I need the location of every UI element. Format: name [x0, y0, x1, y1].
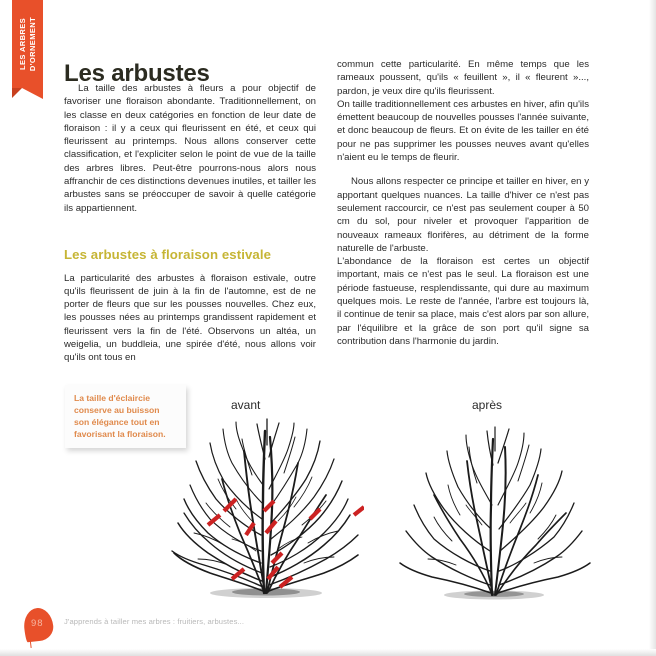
page-edge-bottom — [0, 649, 656, 656]
section-tab-label — [12, 0, 43, 88]
paragraph: L'abondance de la floraison est certes un objectif important, mais ce n'est pas le seul. La floraison est une période fastueuse, resplendissante, qui dure au maximum quelques mois. Le reste de l'année, l'arbre est toujours là, il continue de tenir sa place, mais c'est alors par son allure, par l'équilibre et la grâce de son port qu'il signe sa contribution dans l'harmonie du jardin. — [337, 256, 589, 347]
figure-label-after: après — [472, 398, 503, 412]
callout-text: La taille d'éclaircie conserve au buisson son élégance tout en favorisant la floraison. — [74, 393, 166, 439]
page-edge-right — [649, 0, 656, 656]
left-column-text — [64, 82, 316, 215]
footer-caption: J'apprends à tailler mes arbres : fruitiers, arbustes... — [64, 617, 245, 626]
footer-leaf-icon — [24, 608, 54, 648]
shrub-illustration-before — [168, 415, 364, 605]
figure-label-before: avant — [231, 398, 261, 412]
section-subheading: Les arbustes à floraison estivale — [64, 246, 272, 262]
page-number: 98 — [31, 618, 44, 629]
ribbon-fold-shadow-icon — [12, 88, 22, 98]
section-tab-label-line2: D'ORNEMENT — [28, 16, 37, 72]
shrub-illustration-after — [398, 425, 594, 605]
right-column-text — [337, 58, 589, 348]
section-tab-ribbon — [12, 0, 43, 98]
paragraph: La taille des arbustes à fleurs a pour objectif de favoriser une floraison abondante. Traditionnellement, on les classe en deux catégories en fonction de leur date de floraison : il y a ceux qui fleurissent en été, et ceux qui fleurissent au printemps. Nous allons conserver cette classification, et l'expliciter selon le point de vue de la taille des arbres libres. Peut-être pourrons-nous alors nous affranchir de ces distinctions devenues inutiles, et tailler les arbustes sans se préoccuper de savoir à quelle catégorie ils appartiennent. — [64, 83, 316, 214]
paragraph: On taille traditionnellement ces arbustes en hiver, afin qu'ils émettent beaucoup de nouvelles pousses l'année suivante, et donc beaucoup de fleurs. Et on évite de les tailler en été pour ne pas supprimer les pousses neuves avant qu'elles n'aient eu le temps de fleurir. — [337, 98, 589, 164]
paragraph: Nous allons respecter ce principe et tailler en hiver, en y apportant quelques nuances. La taille d'hiver ce n'est pas seulement raccourcir, ce n'est pas seulement couper à 50 cm du sol, pour niveler et provoquer l'apparition de nouveaux rameaux florifères, au détriment de la forme naturelle de l'arbuste. — [337, 176, 589, 254]
page-title: Les arbustes — [64, 60, 210, 88]
ribbon-notch-icon — [22, 88, 43, 99]
left-column-text-continued — [64, 262, 316, 374]
paragraph: commun cette particularité. En même temps que les rameaux poussent, qu'ils « feuillent », il « fleurent »..., pardon, je veux dire qu'ils fleurissent. — [337, 59, 589, 97]
section-tab-label-line1: LES ARBRES — [17, 17, 27, 71]
paragraph: La particularité des arbustes à floraison estivale, outre qu'ils fleurissent de juin à la fin de l'automne, est de ne porter de fleurs que sur les pousses nouvelles. Chez eux, les pousses nées au printemps grandissent rapidement et fleurissent vers la fin de l'été. Observons un altéa, un weigelia, un buddleia, une spirée d'été, nous allons voir qu'ils ont tous en — [64, 272, 316, 364]
